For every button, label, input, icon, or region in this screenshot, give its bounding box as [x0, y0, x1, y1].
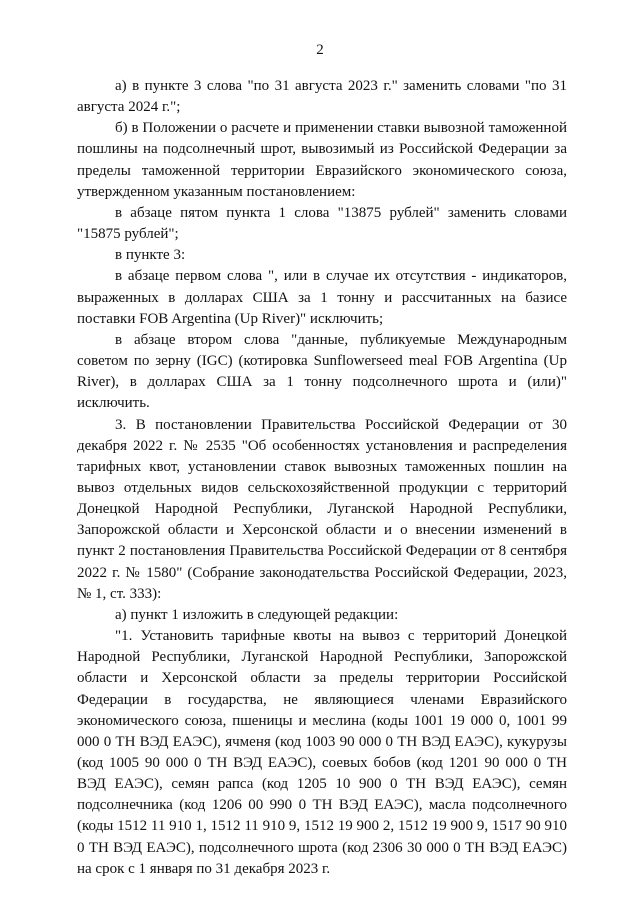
- paragraph-item-a-point-1: а) пункт 1 изложить в следующей редакции:: [115, 606, 399, 623]
- paragraph-abzats-1: в абзаце первом слова ", или в случае их отсутствия - индикаторов, выраженных в долларах США за 1 тонну и рассчитанных на базисе поставки FOB Argentina (Up River)" исключить;: [77, 268, 567, 327]
- paragraph-item-a: а) в пункте 3 слова "по 31 августа 2023 г." заменить словами "по 31 августа 2024 г.";: [77, 78, 567, 116]
- paragraph-point-3: в пункте 3:: [115, 247, 186, 264]
- paragraph-quoted-point-1: "1. Установить тарифные квоты на вывоз с территорий Донецкой Народной Республики, Луганской Народной Республики, Запорожской области и Херсонской области за пределы территории Российской Федерации в государства, не являющиеся членами Евразийского экономического союза, пшеницы и меслина (коды 1001 19 000 0, 1001 99 000 0 ТН ВЭД ЕАЭС), ячменя (код 1003 90 000 0 ТН ВЭД ЕАЭС), кукурузы (код 1005 90 000 0 ТН ВЭД ЕАЭС), соевых бобов (код 1201 90 000 0 ТН ВЭД ЕАЭС), семян рапса (код 1205 10 900 0 ТН ВЭД ЕАЭС), семян подсолнечника (код 1206 00 990 0 ТН ВЭД ЕАЭС), масла подсолнечного (коды 1512 11 910 1, 1512 11 910 9, 1512 19 900 2, 1512 19 900 9, 1517 90 910 0 ТН ВЭД ЕАЭС), подсолнечного шрота (код 2306 30 000 0 ТН ВЭД ЕАЭС) на срок с 1 января по 31 декабря 2023 г.: [77, 628, 567, 877]
- page-number: 2: [316, 42, 324, 58]
- paragraph-abzats-2: в абзаце втором слова "данные, публикуемые Международным советом по зерну (IGC) (котировка Sunflowerseed meal FOB Argentina (Up River), в долларах США за 1 тонну подсолнечного шрота и (или)" исключить.: [77, 331, 567, 412]
- paragraph-abzats-5: в абзаце пятом пункта 1 слова "13875 рублей" заменить словами "15875 рублей";: [77, 204, 567, 243]
- document-body: [77, 76, 567, 880]
- paragraph-section-3: 3. В постановлении Правительства Российской Федерации от 30 декабря 2022 г. № 2535 "Об особенностях установления и распределения тарифных квот, установлении ставок вывозных таможенных пошлин на вывоз отдельных видов сельскохозяйственной продукции с территорий Донецкой Народной Республики, Луганской Народной Республики, Запорожской области и Херсонской области и о внесении изменений в пункт 2 постановления Правительства Российской Федерации от 8 сентября 2022 г. № 1580" (Собрание законодательства Российской Федерации, 2023, № 1, ст. 333):: [77, 416, 567, 602]
- paragraph-item-b: б) в Положении о расчете и применении ставки вывозной таможенной пошлины на подсолнечный шрот, вывозимый из Российской Федерации за пределы таможенной территории Евразийского экономического союза, утвержденном указанным постановлением:: [77, 120, 567, 200]
